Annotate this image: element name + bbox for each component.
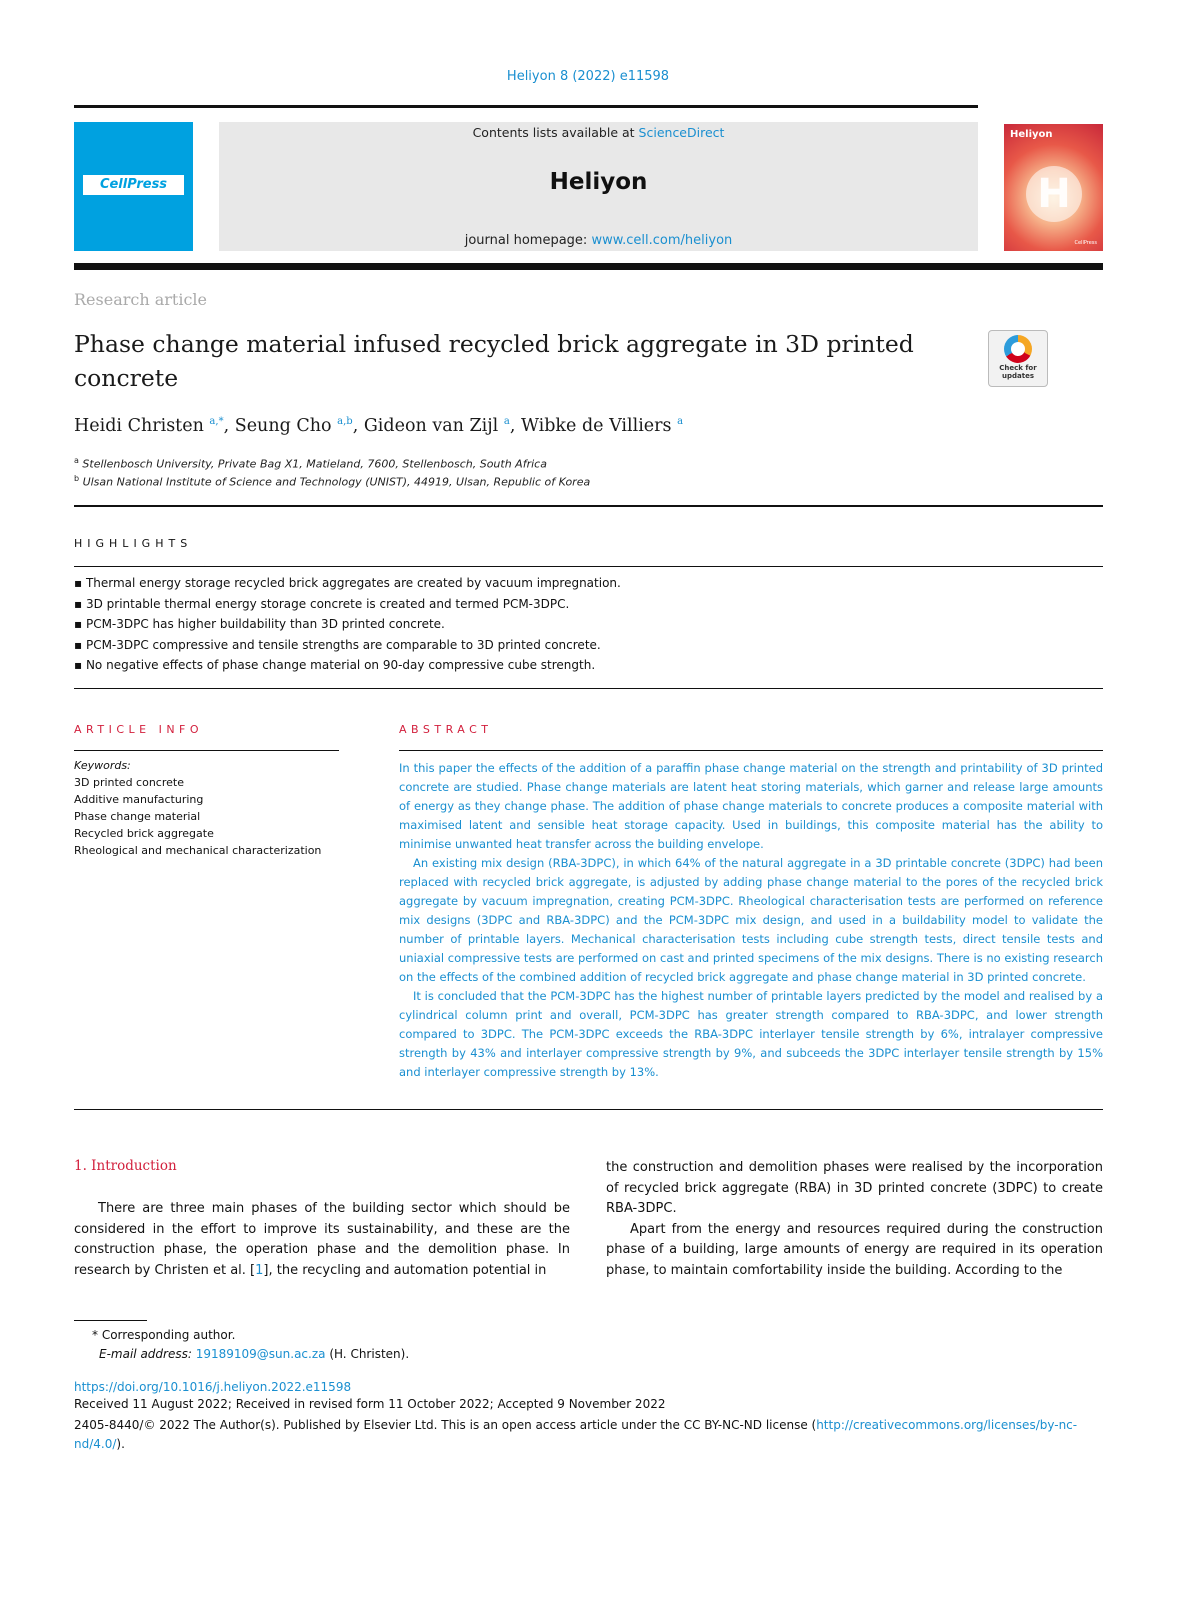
check-updates-label: Check for updates [999, 364, 1037, 380]
article-info-heading: ARTICLE INFO [74, 723, 204, 736]
highlights-rule [74, 566, 1103, 567]
highlight-item: ▪ PCM-3DPC compressive and tensile strengths are comparable to 3D printed concrete. [74, 637, 601, 652]
sciencedirect-link[interactable]: ScienceDirect [638, 125, 725, 140]
received-dates: Received 11 August 2022; Received in revised form 11 October 2022; Accepted 9 November 2022 [74, 1397, 666, 1411]
intro-paragraph: the construction and demolition phases were realised by the incorporation of recycled brick aggregate (RBA) in 3D printed concrete (3DPC) to create RBA-3DPC. [606, 1160, 1103, 1216]
section-rule [74, 688, 1103, 689]
keyword: Rheological and mechanical characterization [74, 844, 322, 857]
footnote [92, 1326, 409, 1364]
cellpress-logo [74, 122, 193, 251]
email-line [92, 1345, 409, 1364]
highlights-list [74, 573, 621, 676]
keyword: Phase change material [74, 810, 201, 823]
highlight-item: ▪ PCM-3DPC has higher buildability than 3D printed concrete. [74, 617, 445, 631]
introduction-right-column [606, 1158, 1103, 1281]
highlight-text: PCM-3DPC has higher buildability than 3D printed concrete. [85, 617, 445, 631]
license-statement [74, 1416, 1103, 1454]
journal-cover [1004, 124, 1103, 251]
highlight-text: 3D printable thermal energy storage concrete is created and termed PCM-3DPC. [85, 596, 570, 611]
affiliation-marker: b [74, 474, 80, 483]
header-thick-rule [74, 263, 1103, 270]
affiliation [74, 456, 547, 471]
keyword: Recycled brick aggregate [74, 827, 214, 840]
keyword: 3D printed concrete [74, 776, 184, 789]
contents-prefix: Contents lists available at [472, 125, 639, 140]
highlight-text: No negative effects of phase change material on 90-day compressive cube strength. [85, 658, 596, 672]
check-updates-icon [1004, 335, 1032, 363]
highlight-item: ▪ Thermal energy storage recycled brick aggregates are created by vacuum impregnation. [74, 576, 621, 590]
journal-banner [219, 122, 978, 251]
author-list: Heidi Christen $^{a,*}$, Seung Cho $^{a,b}$, Gideon van Zijl $^a$, Wibke de Villiers $^a$ [74, 416, 684, 436]
author-name[interactable]: Gideon van Zijl [363, 416, 499, 436]
affiliation-marker: a [74, 456, 79, 465]
author-affiliation-marker[interactable]: a [503, 416, 510, 428]
section-rule [74, 505, 1103, 507]
highlight-item: ▪ No negative effects of phase change material on 90-day compressive cube strength. [74, 658, 596, 672]
article-title: Phase change material infused recycled brick aggregate in 3D printed concrete [74, 330, 914, 392]
email-label: E-mail address: [99, 1347, 192, 1361]
intro-text: ], the recycling and automation potential in [263, 1262, 547, 1278]
author-affiliation-marker[interactable]: a,* [209, 416, 224, 428]
intro-paragraph: Apart from the energy and resources required during the construction phase of a building, large amounts of energy are required in its operation phase, to maintain comfortability inside the building. According to the [606, 1221, 1103, 1278]
corresponding-text: Corresponding author. [101, 1328, 236, 1342]
abstract-heading: ABSTRACT [399, 723, 493, 736]
affiliation-text: Ulsan National Institute of Science and Technology (UNIST), 44919, Ulsan, Republic of Korea [82, 475, 591, 489]
abstract-rule [399, 750, 1103, 751]
keywords-block [74, 757, 321, 859]
highlights-heading: HIGHLIGHTS [74, 537, 193, 550]
abstract-paragraph: In this paper the effects of the addition of a paraffin phase change material on the strength and printability of 3D printed concrete are studied. Phase change materials are latent heat storing materials, which garner and release large amounts of energy as they change phase. The addition of phase change materials to concrete produces a composite material with maximised latent and sensible heat storage capacity. Used in buildings, this composite material has the ability to minimise unwanted heat transfer across the building envelope. [399, 761, 1103, 851]
homepage-line [219, 233, 978, 248]
header-rule [74, 105, 978, 108]
cover-publisher: CellPress [1074, 240, 1097, 246]
highlight-item: ▪ 3D printable thermal energy storage concrete is created and termed PCM-3DPC. [74, 596, 570, 611]
article-info-rule [74, 750, 339, 751]
author-name[interactable]: Heidi Christen [74, 416, 204, 436]
check-for-updates-button[interactable] [988, 330, 1048, 387]
intro-text: There are three main phases of the building sector which should be considered in the effort to improve its sustainability, and these are the construction phase, the operation phase and the demolition phase. In research by Christen et al. [ [74, 1201, 570, 1278]
license-link[interactable]: http://creativecommons.org/licenses/by-nc-nd/4.0/ [74, 1418, 1078, 1451]
introduction-heading: 1. Introduction [74, 1158, 177, 1174]
cover-letter: H [1026, 166, 1082, 222]
author-name[interactable]: Wibke de Villiers [520, 416, 672, 436]
cellpress-logo-text: CellPress [83, 175, 184, 195]
journal-reference[interactable]: Heliyon 8 (2022) e11598 [506, 69, 670, 84]
author-affiliation-marker[interactable]: a [677, 416, 684, 428]
highlight-text: PCM-3DPC compressive and tensile strengths are comparable to 3D printed concrete. [85, 637, 601, 652]
highlight-text: Thermal energy storage recycled brick aggregates are created by vacuum impregnation. [85, 576, 621, 590]
article-type: Research article [74, 290, 208, 309]
section-rule [74, 1109, 1103, 1110]
homepage-prefix: journal homepage: [464, 233, 592, 248]
author-name[interactable]: Seung Cho [234, 416, 332, 436]
introduction-left-column [74, 1199, 570, 1281]
affiliation [74, 474, 590, 489]
abstract-paragraph: An existing mix design (RBA-3DPC), in which 64% of the natural aggregate in a 3D printable concrete (3DPC) had been replaced with recycled brick aggregate, is adjusted by adding phase change material to the pores of the recycled brick aggregate by vacuum impregnation, creating PCM-3DPC. Rheological characterisation tests are performed on reference mix designs (3DPC and RBA-3DPC) and the PCM-3DPC mix design, and used in a buildability model to validate the number of printable layers. Mechanical characterisation tests including cube strength tests, direct tensile tests and uniaxial compressive tests are performed on cast and printed specimens of the mix designs. There is no existing research on the effects of the combined addition of recycled brick aggregate and phase change material in 3D printed concrete. [399, 856, 1103, 984]
reference-link[interactable]: 1 [255, 1262, 264, 1278]
license-text: 2405-8440/© 2022 The Author(s). Published by Elsevier Ltd. This is an open access article under the CC BY-NC-ND license ( [74, 1418, 817, 1432]
license-text: ). [116, 1437, 125, 1451]
journal-title: Heliyon [549, 169, 648, 195]
email-link[interactable]: 19189109@sun.ac.za [195, 1347, 326, 1361]
doi-link[interactable]: https://doi.org/10.1016/j.heliyon.2022.e11598 [74, 1380, 352, 1394]
keywords-label: Keywords: [74, 759, 131, 772]
abstract-paragraph: It is concluded that the PCM-3DPC has the highest number of printable layers predicted by the model and realised by a cylindrical column print and overall, PCM-3DPC has greater strength compared to RBA-3DPC, and lower strength compared to 3DPC. The PCM-3DPC exceeds the RBA-3DPC interlayer tensile strength by 6%, intralayer compressive strength by 43% and interlayer compressive strength by 9%, and subceeds the 3DPC interlayer tensile strength by 15% and interlayer compressive strength by 13%. [399, 989, 1103, 1079]
corresponding-note [92, 1326, 409, 1345]
footnote-rule [74, 1320, 147, 1321]
email-suffix: (H. Christen). [325, 1347, 410, 1361]
abstract-text [399, 759, 1103, 1082]
homepage-link[interactable]: www.cell.com/heliyon [591, 233, 733, 248]
footnote-marker: * [92, 1328, 98, 1342]
contents-line [219, 125, 978, 140]
keyword: Additive manufacturing [74, 793, 204, 806]
cover-title: Heliyon [1010, 129, 1053, 140]
affiliation-text: Stellenbosch University, Private Bag X1, Matieland, 7600, Stellenbosch, South Africa [82, 457, 547, 471]
author-affiliation-marker[interactable]: a,b [337, 416, 353, 428]
